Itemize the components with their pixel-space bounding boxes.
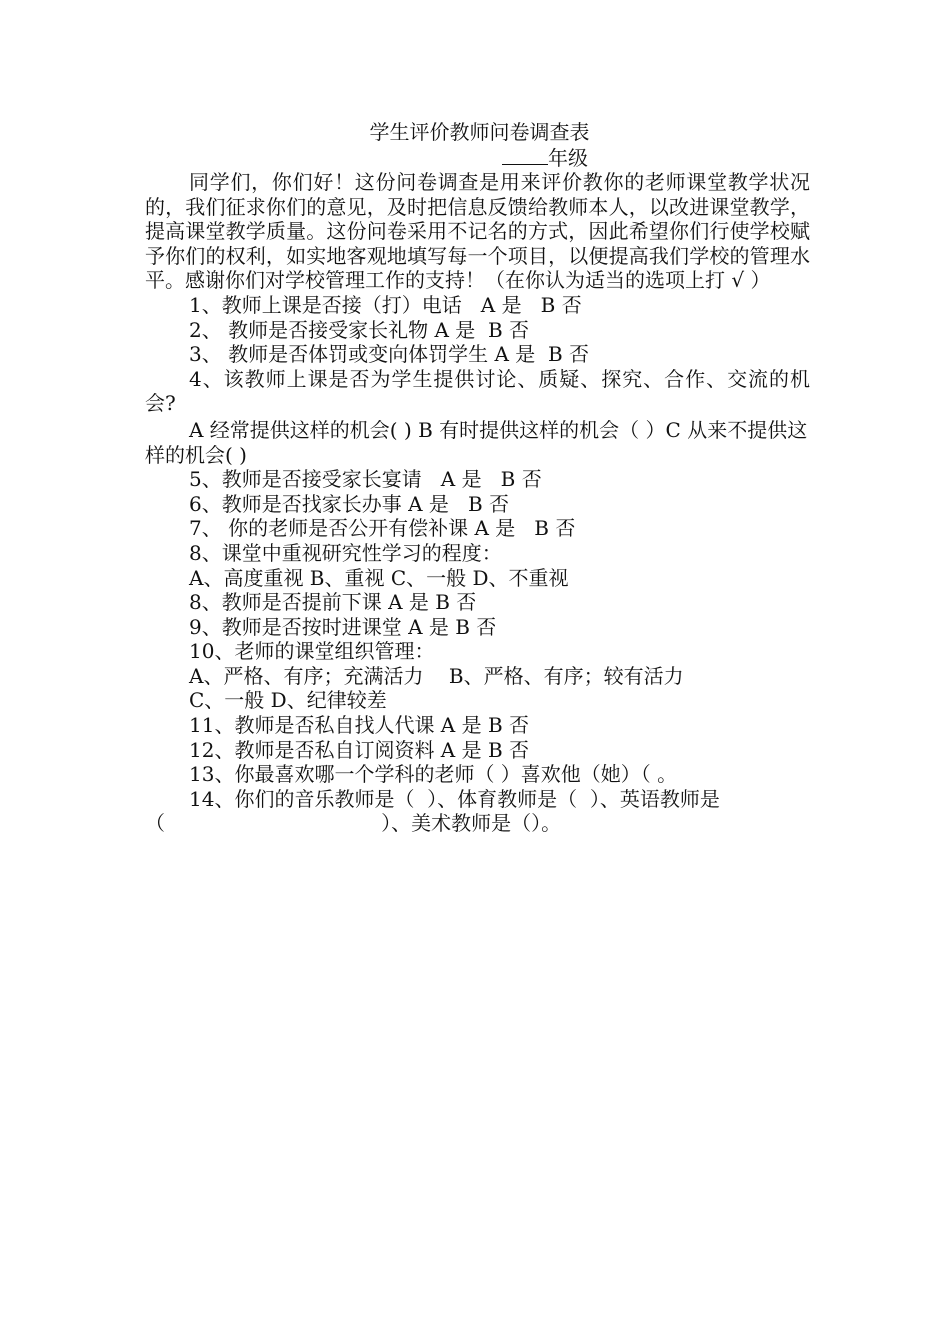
question-10-options-cd: C、一般 D、纪律较差 — [189, 688, 387, 713]
question-2: 2、 教师是否接受家长礼物 A 是 B 否 — [189, 317, 530, 342]
question-10: 10、老师的课堂组织管理： — [189, 639, 435, 664]
grade-blank — [502, 147, 548, 165]
document-title: 学生评价教师问卷调查表 — [369, 120, 590, 144]
question-13: 13、你最喜欢哪一个学科的老师（ ）喜欢他（她）（ 。 — [189, 762, 678, 787]
question-4: 4、该教师上课是否为学生提供讨论、质疑、探究、合作、交流的机会? — [145, 366, 810, 416]
question-10-options-ab: A、严格、有序；充满活力 B、严格、有序；较有活力 — [189, 663, 684, 688]
question-3: 3、 教师是否体罚或变向体罚学生 A 是 B 否 — [189, 342, 590, 367]
question-8a-options: A、高度重视 B、重视 C、一般 D、不重视 — [189, 565, 569, 590]
document-page — [145, 118, 810, 836]
grade-suffix: 年级 — [548, 146, 588, 170]
question-11: 11、教师是否私自找人代课 A 是 B 否 — [189, 713, 530, 738]
grade-line — [145, 146, 810, 170]
question-8b: 8、教师是否提前下课 A 是 B 否 — [189, 590, 477, 615]
question-8a: 8、课堂中重视研究性学习的程度： — [189, 540, 502, 565]
question-5: 5、教师是否接受家长宴请 A 是 B 否 — [189, 467, 542, 492]
question-9: 9、教师是否按时进课堂 A 是 B 否 — [189, 614, 497, 639]
question-14-continued: （ ）、美术教师是（）。 — [145, 811, 562, 836]
question-12: 12、教师是否私自订阅资料 A 是 B 否 — [189, 737, 530, 762]
question-6: 6、教师是否找家长办事 A 是 B 否 — [189, 491, 510, 516]
question-14: 14、你们的音乐教师是（ ）、体育教师是（ ）、英语教师是 — [189, 786, 720, 811]
question-1: 1、教师上课是否接（打）电话 A 是 B 否 — [189, 292, 582, 317]
question-7: 7、 你的老师是否公开有偿补课 A 是 B 否 — [189, 516, 576, 541]
intro-paragraph: 同学们，你们好！这份问卷调查是用来评价教你的老师课堂教学状况的，我们征求你们的意见，及时把信息反馈给教师本人，以改进课堂教学，提高课堂教学质量。这份问卷采用不记名的方式，因此希望你们行使学校赋予你们的权利，如实地客观地填写每一个项目，以便提高我们学校的管理水平。感谢你们对学校管理工作的支持！（在你认为适当的选项上打 √ ） — [145, 170, 810, 293]
question-4-options: A 经常提供这样的机会( ) B 有时提供这样的机会（ ）C 从来不提供这样的机会( ) — [145, 417, 808, 467]
